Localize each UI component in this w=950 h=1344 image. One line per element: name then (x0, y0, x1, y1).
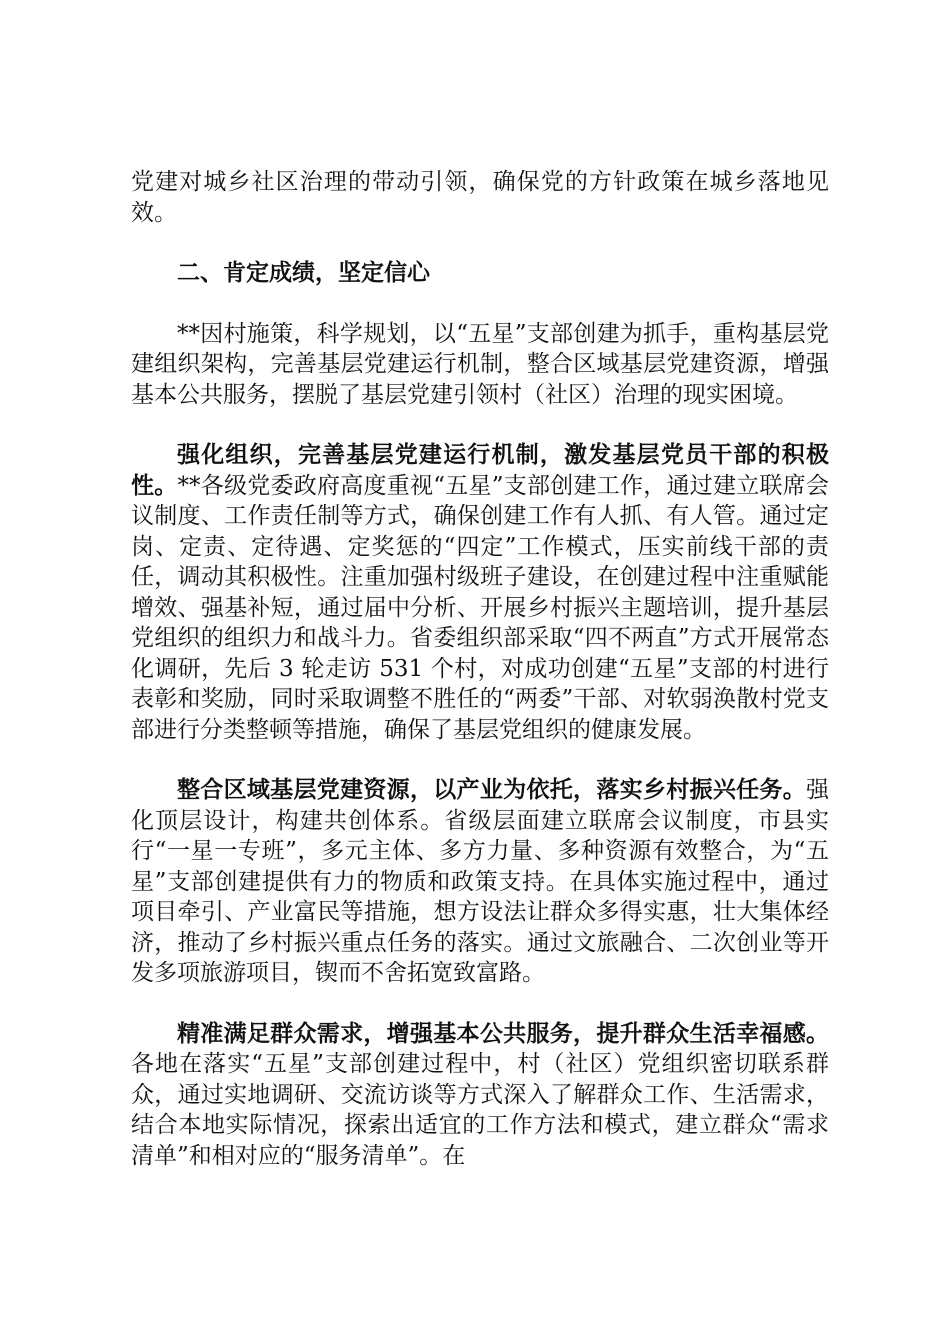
paragraph-lead: 强化组织，完善基层党建运行机制，激发基层党员干部的积极性。 (131, 442, 829, 499)
paragraph-body: 强化顶层设计，构建共创体系。省级层面建立联席会议制度，市县实行“一星一专班”，多元主体、多方力量、多种资源有效整合，为“五星”支部创建提供有力的物质和政策支持。在具体实施过程中，通过项目牵引、产业富民等措施，想方设法让群众多得实惠，壮大集体经济，推动了乡村振兴重点任务的落实。通过文旅融合、二次创业等开发多项旅游项目，锲而不舍拓宽致富路。 (131, 777, 829, 986)
paragraph-lead: 精准满足群众需求，增强基本公共服务，提升群众生活幸福感。 (177, 1020, 829, 1047)
paragraph-resources (131, 775, 829, 989)
paragraph-organization (131, 440, 829, 745)
paragraph-services (131, 1019, 829, 1172)
paragraph-body: 各地在落实“五星”支部创建过程中，村（社区）党组织密切联系群众，通过实地调研、交流访谈等方式深入了解群众工作、生活需求，结合本地实际情况，探索出适宜的工作方法和模式，建立群众“需求清单”和相对应的“服务清单”。在 (131, 1051, 829, 1169)
paragraph-continued: 党建对城乡社区治理的带动引领，确保党的方针政策在城乡落地见效。 (131, 169, 829, 226)
document-page (131, 167, 829, 1201)
paragraph-body: **各级党委政府高度重视“五星”支部创建工作，通过建立联席会议制度、工作责任制等方式，确保创建工作有人抓、有人管。通过定岗、定责、定待遇、定奖惩的“四定”工作模式，压实前线干部的责任，调动其积极性。注重加强村级班子建设，在创建过程中注重赋能增效、强基补短，通过届中分析、开展乡村振兴主题培训，提升基层党组织的组织力和战斗力。省委组织部采取“四不两直”方式开展常态化调研，先后 3 轮走访 531 个村，对成功创建“五星”支部的村进行表彰和奖励，同时采取调整不胜任的“两委”干部、对软弱涣散村党支部进行分类整顿等措施，确保了基层党组织的健康发展。 (131, 472, 829, 743)
paragraph-lead: 整合区域基层党建资源，以产业为依托，落实乡村振兴任务。 (177, 777, 806, 803)
section-heading: 二、肯定成绩，坚定信心 (177, 260, 430, 286)
paragraph-intro: **因村施策，科学规划，以“五星”支部创建为抓手，重构基层党建组织架构，完善基层党建运行机制，整合区域基层党建资源，增强基本公共服务，摆脱了基层党建引领村（社区）治理的现实困境。 (131, 320, 829, 408)
